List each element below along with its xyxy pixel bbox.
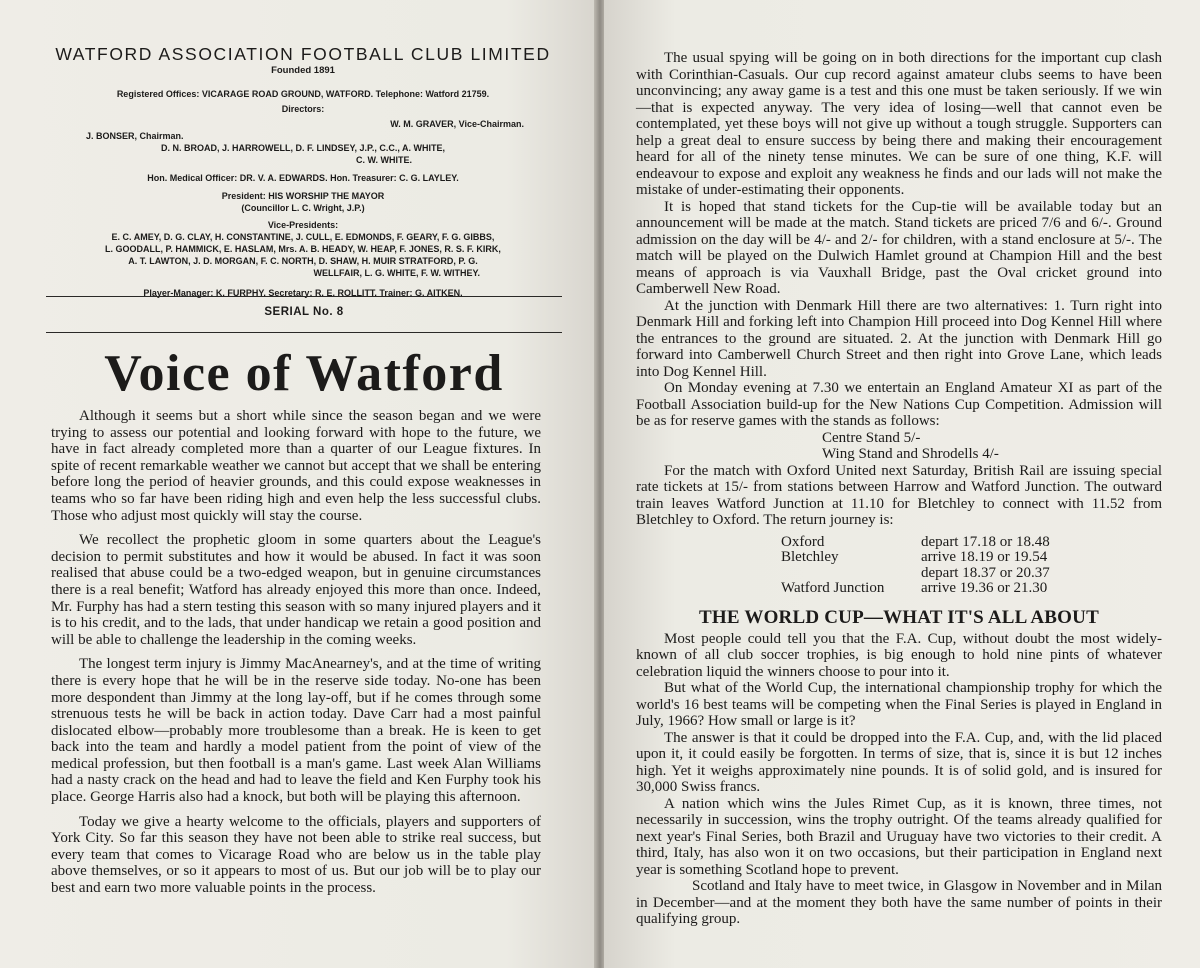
medical-treasurer: Hon. Medical Officer: DR. V. A. EDWARDS. Hon. Treasurer: C. G. LAYLEY.: [147, 173, 459, 183]
directors-chairman: J. BONSER, Chairman.: [86, 131, 184, 141]
rail-paragraph: For the match with Oxford United next Saturday, British Rail are issuing special rate tickets at 15/- from stations between Harrow and Watford Junction. The outward train leaves Watford Junction at 11.10 for Bletchley to connect with 11.52 from Bletchley to Oxford. The return journey is:: [636, 462, 1162, 528]
journey-time: arrive 19.36 or 21.30: [921, 580, 1048, 596]
club-name: WATFORD ASSOCIATION FOOTBALL CLUB LIMITED: [55, 44, 551, 64]
directors-list-end: C. W. WHITE.: [356, 155, 412, 165]
registered-offices: Registered Offices: VICARAGE ROAD GROUND, WATFORD. Telephone: Watford 21759.: [116, 89, 490, 99]
journey-row: [781, 581, 1050, 597]
right-page: [604, 0, 1200, 968]
divider-bottom: [46, 332, 562, 333]
world-cup-paragraph: The answer is that it could be dropped into the F.A. Cup, and, with the lid placed upon it, it could easily be forgotten. In terms of size, that is, since it is but 12 inches high. Yet it weighs approximately nine pounds. It is of solid gold, and is insured for 30,000 Swiss francs.: [636, 729, 1162, 795]
club-header: [46, 44, 560, 299]
editorial-paragraph: Today we give a hearty welcome to the officials, players and supporters of York City. So far this season they have not been able to strike real success, but every team that comes to Vicarage Road who are below us in the table play above themselves, or so it appears to most of us. But our job will be to play our best and earn two more valuable points in the process.: [51, 813, 541, 897]
journey-row: [781, 550, 1050, 566]
directors-heading: Directors:: [281, 104, 325, 114]
world-cup-heading: THE WORLD CUP—WHAT IT'S ALL ABOUT: [699, 606, 1099, 628]
divider-top: [46, 296, 562, 297]
vice-presidents-line: L. GOODALL, P. HAMMICK, E. HASLAM, Mrs. A. B. HEADY, W. HEAP, F. JONES, R. S. F. KIRK,: [105, 244, 501, 254]
journey-time: arrive 18.19 or 19.54: [921, 549, 1048, 565]
editorial-paragraph: Although it seems but a short while since the season began and we were trying to assess our potential and looking forward with hope to the future, we have in fact already completed more than a quarter of our League fixtures. In spite of recent remarkable weather we cannot but accept that we shall be entering before long the period of heavier grounds, and this could expose weaknesses in teams who so far have been riding high and even help the less successful clubs. Those who adjust most quickly will stay the course.: [51, 408, 541, 524]
directors-vice-chairman: W. M. GRAVER, Vice-Chairman.: [390, 119, 524, 129]
journey-station: Watford Junction: [781, 580, 885, 596]
editorial-text: [51, 408, 541, 905]
vice-presidents-line: E. C. AMEY, D. G. CLAY, H. CONSTANTINE, J. CULL, E. EDMONDS, F. GEARY, F. G. GIBBS,: [111, 232, 495, 242]
journey-station: Oxford: [781, 533, 825, 550]
journey-station: [781, 566, 921, 582]
founded-year: Founded 1891: [271, 65, 335, 76]
wing-stand-price: Wing Stand and Shrodells 4/-: [822, 446, 999, 462]
tickets-paragraph: It is hoped that stand tickets for the Cup-tie will be available today but an announcement will be made at the match. Stand tickets are priced 7/6 and 6/-. Ground admission on the day will be 4/- and 2/- for children, with a stand enclosure at 5/-. The match will be played on the Dulwich Hamlet ground at Champion Hill and the best means of approach is via Vauxhall Bridge, past the Oval cricket ground into Camberwell New Road.: [636, 198, 1162, 297]
vice-presidents-line: WELLFAIR, L. G. WHITE, F. W. WITHEY.: [313, 268, 480, 278]
england-amateur-paragraph: On Monday evening at 7.30 we entertain an England Amateur XI as part of the Football Association build-up for the New Nations Cup Competition. Admission will be as for reserve games with the stands as follows:: [636, 380, 1162, 429]
cup-paragraph: The usual spying will be going on in both directions for the important cup clash with Corinthian-Casuals. Our cup record against amateur clubs seems to have been unconvincing; any away game is a test and this one must be taken seriously. If we win—that is expected anyway. The very idea of losing—well that cannot even be contemplated, yet these boys will not give up without a tough struggle. Supporters can help a great deal to ensure success by being there and making their encouragement heard for all of the ninety tense minutes. We can be sure of one thing, K.F. will endeavour to expose and exploit any weakness he finds and our lads will not make the mistake of under-estimating their opponents.: [636, 50, 1162, 198]
editorial-paragraph: We recollect the prophetic gloom in some quarters about the League's decision to permit substitutes and how it would be abused. In fact it was soon realised that abuse could be a two-edged weapon, but in genuine circumstances there is a real benefit; Watford has already enjoyed this more than once. Indeed, Mr. Furphy has had a stern testing this season with so many injured players and it is to his credit, and to the lads, that under handicap we retain a good position and will be able to challenge the leadership in the coming weeks.: [51, 532, 541, 648]
directions-paragraph: At the junction with Denmark Hill there are two alternatives: 1. Turn right into Denmark Hill and forking left into Champion Hill proceed into Dog Kennel Hill where the entrances to the ground are situated. 2. At the junction with Denmark Hill go forward into Camberwell Church Street and then right into Grove Lane, which leads into Dog Kennel Hill.: [636, 297, 1162, 380]
journey-row: [781, 535, 1050, 551]
centre-stand-price: Centre Stand 5/-: [822, 429, 921, 446]
masthead-title: Voice of Watford: [104, 345, 504, 402]
directors-list: D. N. BROAD, J. HARROWELL, D. F. LINDSEY, J.P., C.C., A. WHITE,: [160, 143, 446, 153]
left-page: [0, 0, 596, 968]
serial-number: SERIAL No. 8: [264, 306, 344, 318]
journey-time: depart 18.37 or 20.37: [921, 564, 1050, 581]
editorial-paragraph: The longest term injury is Jimmy MacAnearney's, and at the time of writing there is every hope that he will be in the reserve side today. No-one has been more despondent than Jimmy at the long lay-off, but if he comes through some strenuous tests he will be back in action today. Dave Carr had a most painful dislocated elbow—probably more troublesome than a break. He is keen to get back into the team and hardly a model patient from the point of view of the medical profession, but then football is a man's game. Last week Alan Williams had a nasty crack on the head and had to leave the field and Ken Furphy took his place. George Harris also had a knock, but both will be playing this afternoon.: [51, 656, 541, 806]
vice-presidents-line: A. T. LAWTON, J. D. MORGAN, F. C. NORTH, D. SHAW, H. MUIR STRATFORD, P. G.: [128, 256, 478, 266]
journey-station: Bletchley: [781, 549, 839, 565]
world-cup-paragraph: Scotland and Italy have to meet twice, in Glasgow in November and in Milan in December—and at the moment they both have the same number of points in their qualifying group.: [636, 878, 1162, 927]
president-councillor: (Councillor L. C. Wright, J.P.): [241, 203, 365, 213]
journey-row: [781, 566, 1050, 582]
stand-prices: [636, 430, 1162, 463]
right-page-text: [636, 50, 1162, 928]
vice-presidents-heading: Vice-Presidents:: [267, 220, 339, 230]
world-cup-paragraph: A nation which wins the Jules Rimet Cup, as it is known, three times, not necessarily in succession, wins the trophy outright. Of the teams already qualified for next year's Final Series, both Brazil and Uruguay have two victories to their credit. A third, Italy, has also won it on two occasions, but their participation in England next year is something Scotland hope to prevent.: [636, 795, 1162, 878]
world-cup-paragraph: But what of the World Cup, the international championship trophy for which the world's 16 best teams will be competing when the Final Series is played in England in July, 1966? How small or large is it?: [636, 680, 1162, 729]
world-cup-paragraph: Most people could tell you that the F.A. Cup, without doubt the most widely-known of all club soccer trophies, is big enough to hold nine pints of whatever celebration liquid the winners choose to pour into it.: [636, 630, 1162, 680]
return-journey-table: [781, 535, 1050, 597]
journey-time: depart 17.18 or 18.48: [921, 533, 1050, 550]
president: President: HIS WORSHIP THE MAYOR: [221, 191, 385, 201]
club-staff: Player-Manager: K. FURPHY. Secretary: R. E. ROLLITT. Trainer: G. AITKEN.: [143, 288, 463, 298]
